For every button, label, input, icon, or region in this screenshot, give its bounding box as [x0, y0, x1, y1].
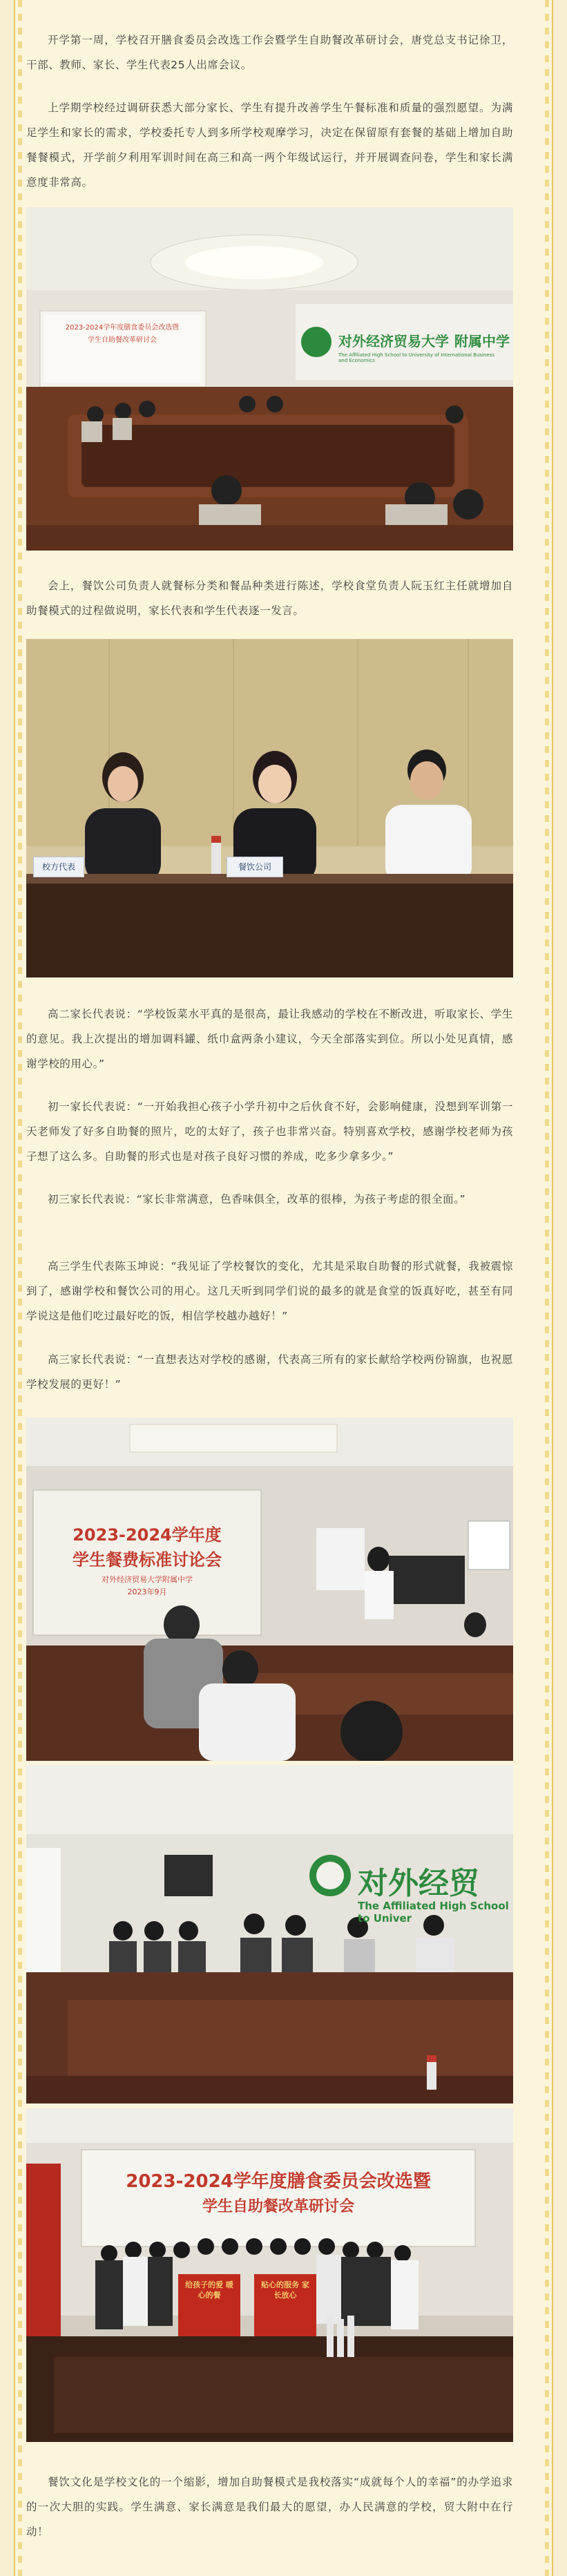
wall-english: The Affiliated High School to Univer: [358, 1900, 509, 1925]
wall-school-text: 附属中学: [454, 333, 510, 350]
screen-subtitle: 学生自助餐改革研讨会: [202, 2198, 354, 2215]
screen-title: 2023-2024学年度: [73, 1525, 222, 1545]
paragraph-meeting: 会上，餐饮公司负责人就餐标分类和餐品种类进行陈述，学校食堂负责人阮玉红主任就增加自助餐模式的过程做说明，家长代表和学生代表逐一发言。: [26, 580, 513, 617]
wall-logo-text: 对外经贸: [358, 1866, 479, 1901]
wall-logo-text: 对外经济贸易大学: [338, 333, 449, 350]
paragraph-intro: 开学第一周，学校召开膳食委员会改选工作会暨学生自助餐改革研讨会，唐党总支书记徐卫，干部、教师、家长、学生代表25人出席会议。: [26, 34, 513, 71]
nameplate-catering: 餐饮公司: [227, 857, 283, 877]
paragraph-junior1-parent: 初一家长代表说：“一开始我担心孩子小学升初中之后伙食不好，会影响健康，没想到军训第一天老师发了好多自助餐的照片，吃的太好了，孩子也非常兴奋。特别喜欢学校，感谢学校老师为孩子想了这么多。自助餐的形式也是对孩子良好习惯的养成，吃多少拿多少。”: [26, 1100, 513, 1163]
photo-head-table: [26, 639, 513, 977]
paragraph-senior2-parent: 高二家长代表说：“学校饭菜水平真的是很高，最让我感动的学校在不断改进，听取家长、学生的意见。我上次提出的增加调料罐、纸巾盒两条小建议，今天全部落实到位。所以小处见真情，感谢学校的用心。”: [26, 1008, 513, 1070]
screen-line4: 2023年9月: [127, 1587, 167, 1596]
paragraph-conclusion: 餐饮文化是学校文化的一个缩影，增加自助餐模式是我校落实“成就每个人的幸福”的办学追求的一次大胆的实践。学生满意、家长满意是我们最大的愿望，办人民满意的学校，贸大附中在行动！: [26, 2476, 513, 2538]
banner-left: 给孩子的爱 暖心的餐: [185, 2280, 233, 2300]
screen-subtitle: 学生餐费标准讨论会: [73, 1550, 222, 1570]
screen-title: 2023-2024学年度膳食委员会改选暨: [65, 324, 180, 332]
paragraph-junior3-parent: 初三家长代表说：“家长非常满意，色香味俱全，改革的很棒，为孩子考虑的很全面。”: [48, 1193, 466, 1205]
nameplate-school: 校方代表: [33, 857, 84, 877]
paragraph-senior3-parent: 高三家长代表说：“一直想表达对学校的感谢，代表高三所有的家长献给学校两份锦旗，也祝愿学校发展的更好！”: [26, 1353, 513, 1391]
screen-line3: 对外经济贸易大学附属中学: [102, 1575, 193, 1584]
photo-group: [26, 2108, 513, 2442]
screen-title: 2023-2024学年度膳食委员会改选暨: [126, 2171, 431, 2192]
paragraph-background: 上学期学校经过调研获悉大部分家长、学生有提升改善学生午餐标准和质量的强烈愿望。为满足学生和家长的需求，学校委托专人到多所学校观摩学习，决定在保留原有套餐的基础上增加自助餐餐模式，开学前夕利用军训时间在高三和高一两个年级试运行，并开展调查问卷，学生和家长满意度非常高。: [26, 102, 513, 189]
screen-subtitle: 学生自助餐改革研讨会: [88, 336, 157, 344]
photo-voting: [26, 1765, 513, 2103]
photo-presentation: [26, 1418, 513, 1761]
banner-right: 贴心的服务 家长放心: [261, 2280, 309, 2300]
photo-meeting-room: [26, 207, 513, 551]
wall-english: The Affiliated High School to University of International Business and Economics: [338, 352, 495, 363]
paragraph-senior3-student: 高三学生代表陈玉坤说：“我见证了学校餐饮的变化，尤其是采取自助餐的形式就餐，我被震惊到了，感谢学校和餐饮公司的用心。这几天听到同学们说的最多的就是食堂的饭真好吃，甚至有同学说这是他们吃过最好吃的饭，相信学校越办越好！”: [26, 1260, 513, 1322]
